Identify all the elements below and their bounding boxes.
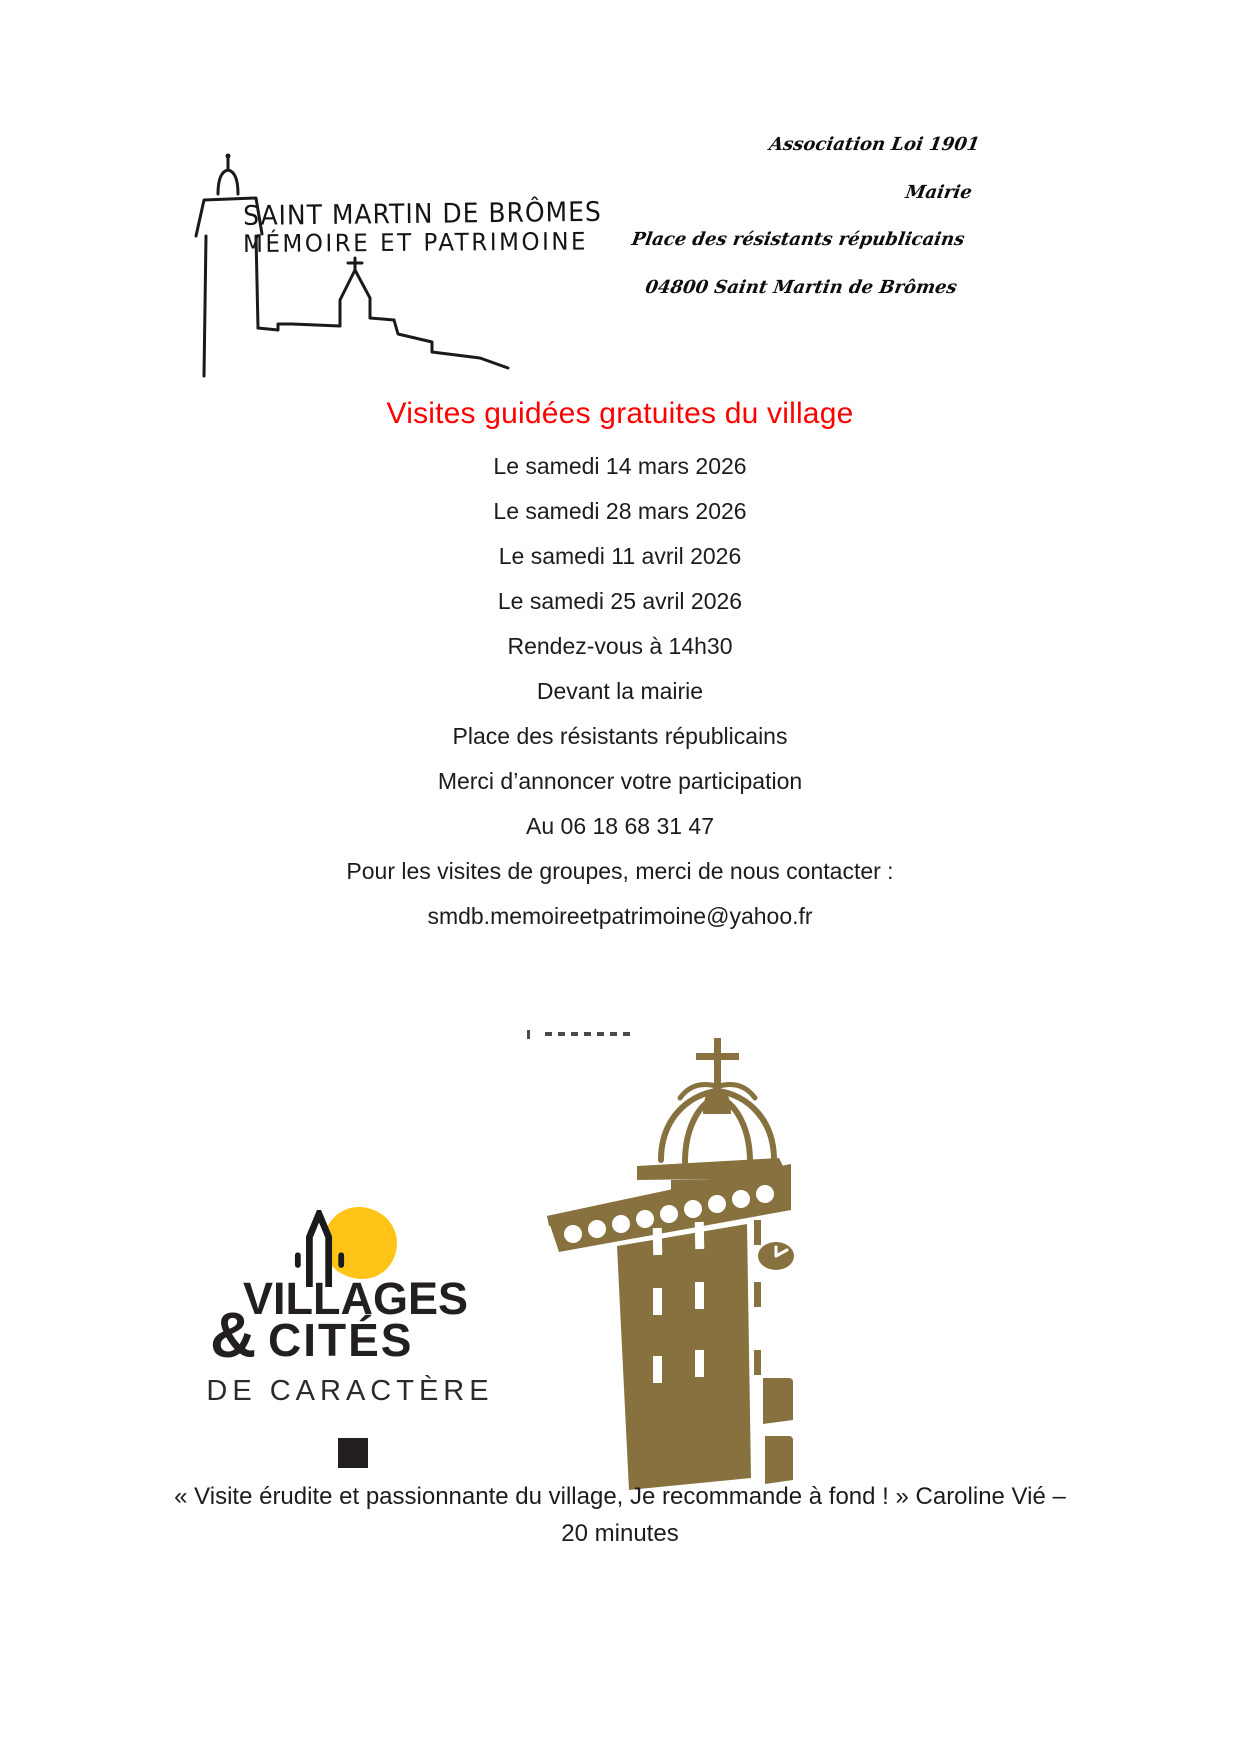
meeting-address-line: Place des résistants républicains	[452, 723, 788, 749]
address-line-city: 04800 Saint Martin de Brômes	[644, 276, 959, 298]
address-line-place: Place des résistants républicains	[630, 229, 967, 250]
clock-tower-illustration	[525, 1038, 795, 1493]
logo-word-cites: CITÉS	[268, 1314, 414, 1366]
page-title: Visites guidées gratuites du village	[386, 397, 854, 430]
logo-word-de-caractere: DE CARACTÈRE	[206, 1375, 494, 1407]
clipped-fragment-dashes	[545, 1032, 635, 1036]
logo-black-square	[338, 1438, 368, 1468]
participation-line: Merci d’annoncer votre participation	[437, 768, 803, 794]
villages-cites-logo	[200, 1200, 500, 1480]
visit-date-line: Le samedi 28 mars 2026	[493, 498, 747, 524]
association-name-line2: MÉMOIRE ET PATRIMOINE	[243, 228, 589, 259]
logo-ampersand: &	[210, 1299, 257, 1371]
email-address-line: smdb.memoireetpatrimoine@yahoo.fr	[427, 903, 813, 929]
testimonial-quote-line2: 20 minutes	[561, 1520, 679, 1547]
village-sketch-drawing	[180, 148, 510, 380]
association-name-line1: SAINT MARTIN DE BRÔMES	[243, 195, 602, 232]
testimonial-quote	[0, 1478, 1240, 1552]
visit-date-line: Le samedi 14 mars 2026	[493, 453, 747, 479]
village-skyline-sketch	[180, 148, 510, 380]
visit-info-list	[0, 455, 1240, 950]
phone-number-line: Au 06 18 68 31 47	[526, 813, 714, 839]
group-contact-line: Pour les visites de groupes, merci de nous contacter :	[346, 858, 894, 884]
visit-date-line: Le samedi 11 avril 2026	[498, 543, 742, 569]
testimonial-quote-line1: « Visite érudite et passionnante du village, Je recommande à fond ! » Caroline Vié –	[174, 1483, 1066, 1510]
meeting-place-line: Devant la mairie	[536, 678, 704, 704]
visit-date-line: Le samedi 25 avril 2026	[497, 588, 743, 614]
address-block	[619, 131, 982, 321]
meeting-time-line: Rendez-vous à 14h30	[507, 633, 733, 659]
address-line-association: Association Loi 1901	[768, 134, 982, 155]
logo-word-villages: VILLAGES	[243, 1273, 469, 1324]
address-line-mairie: Mairie	[904, 181, 975, 203]
